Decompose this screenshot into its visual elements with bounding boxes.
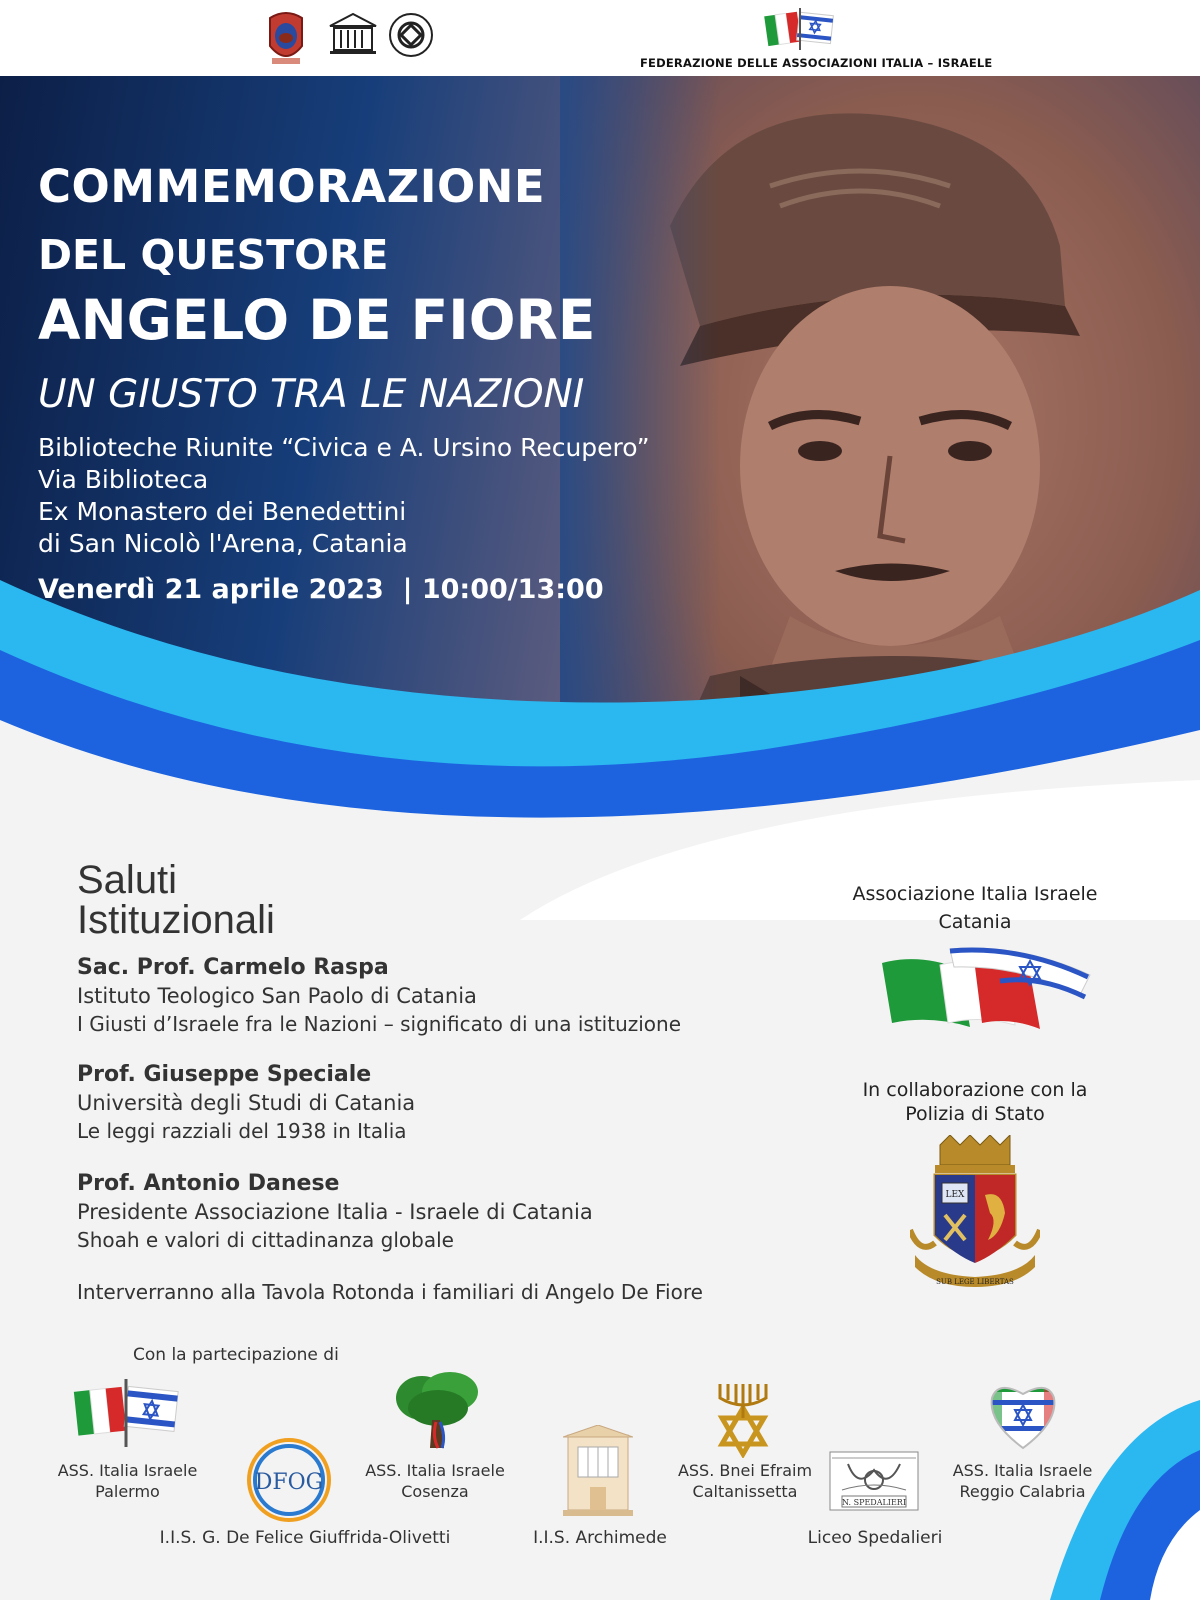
corner-wave-decoration: [1020, 1370, 1200, 1600]
collab-line-1: In collaborazione con la: [862, 1079, 1088, 1101]
spedalieri-logo-icon: [828, 1450, 920, 1512]
italy-israel-flags-icon: [72, 1375, 182, 1447]
section-title-line-2: Istituzionali: [77, 898, 275, 942]
dfog-letters: DFOG: [254, 1470, 324, 1495]
address-line: Biblioteche Riunite “Civica e A. Ursino Recupero”: [38, 433, 650, 462]
waving-flags-icon: [880, 945, 1100, 1031]
tree-icon: [392, 1370, 482, 1450]
address-line: di San Nicolò l'Arena, Catania: [38, 529, 408, 558]
section-title: [77, 860, 275, 940]
org-line: Cosenza: [401, 1482, 469, 1501]
org-palermo: [50, 1460, 205, 1502]
event-date: Venerdì 21 aprile 2023: [38, 574, 384, 605]
org-defelice: I.I.S. G. De Felice Giuffrida-Olivetti: [159, 1528, 451, 1548]
unesco-icon: [328, 12, 378, 56]
org-cosenza: [355, 1460, 515, 1502]
org-archimede: I.I.S. Archimede: [533, 1528, 667, 1548]
org-line: Palermo: [95, 1482, 160, 1501]
org-line: ASS. Italia Israele: [365, 1461, 505, 1480]
crest-lex-text: LEX: [945, 1190, 965, 1200]
speaker-block: [77, 1171, 593, 1252]
org-line: Reggio Calabria: [959, 1482, 1086, 1501]
speaker-name: Prof. Giuseppe Speciale: [77, 1062, 372, 1087]
speaker-topic: I Giusti d’Israele fra le Nazioni – significato di una istituzione: [77, 1012, 682, 1036]
address-line: Via Biblioteca: [38, 465, 209, 494]
top-bar: [0, 0, 1200, 76]
police-crest-icon: [910, 1135, 1040, 1295]
speaker-block: [77, 1062, 415, 1143]
org-line: ASS. Italia Israele: [952, 1461, 1093, 1480]
speaker-name: Sac. Prof. Carmelo Raspa: [77, 955, 389, 980]
org-line: ASS. Italia Israele: [57, 1461, 198, 1480]
participation-title: Con la partecipazione di: [133, 1345, 339, 1365]
address-line: Ex Monastero dei Benedettini: [38, 497, 407, 526]
speaker-topic: Le leggi razziali del 1938 in Italia: [77, 1119, 407, 1143]
speaker-institution: Università degli Studi di Catania: [77, 1091, 416, 1115]
event-time: | 10:00/13:00: [402, 574, 604, 605]
dfog-logo-icon: [246, 1437, 332, 1523]
host-association: [820, 880, 1130, 936]
section-title-line-1: Saluti: [77, 858, 178, 902]
org-line: ASS. Bnei Efraim: [677, 1461, 813, 1480]
speaker-institution: Istituto Teologico San Paolo di Catania: [77, 984, 477, 1008]
crest-motto: SUB LEGE LIBERTAS: [936, 1278, 1014, 1286]
speaker-institution: Presidente Associazione Italia - Israele di Catania: [77, 1200, 593, 1224]
world-heritage-icon: [388, 12, 434, 58]
building-icon: [563, 1425, 633, 1520]
collab-line-2: Polizia di Stato: [905, 1103, 1045, 1125]
host-line-1: Associazione Italia Israele: [852, 883, 1098, 905]
speaker-block: [77, 955, 681, 1036]
hero-name: ANGELO DE FIORE: [38, 288, 596, 352]
speaker-name: Prof. Antonio Danese: [77, 1171, 340, 1196]
collaboration-text: [820, 1078, 1130, 1126]
hero-subtitle: UN GIUSTO TRA LE NAZIONI: [38, 372, 585, 417]
menorah-icon: [712, 1378, 774, 1458]
hero-line-1: COMMEMORAZIONE: [38, 160, 546, 213]
italy-israel-flags-icon: [764, 6, 836, 52]
host-line-2: Catania: [938, 911, 1012, 933]
org-line: Caltanissetta: [692, 1482, 798, 1501]
org-caltanissetta: [665, 1460, 825, 1502]
speaker-topic: Shoah e valori di cittadinanza globale: [77, 1228, 454, 1252]
spedalieri-text: N. SPEDALIERI: [842, 1498, 906, 1507]
catania-coat-of-arms-icon: [262, 8, 310, 70]
round-table-note: Interverranno alla Tavola Rotonda i familiari di Angelo De Fiore: [77, 1280, 703, 1304]
venue-address: [38, 432, 650, 560]
org-spedalieri: Liceo Spedalieri: [807, 1528, 943, 1548]
hero-line-2: DEL QUESTORE: [38, 231, 389, 279]
federation-title: FEDERAZIONE DELLE ASSOCIAZIONI ITALIA – ISRAELE: [640, 56, 993, 70]
